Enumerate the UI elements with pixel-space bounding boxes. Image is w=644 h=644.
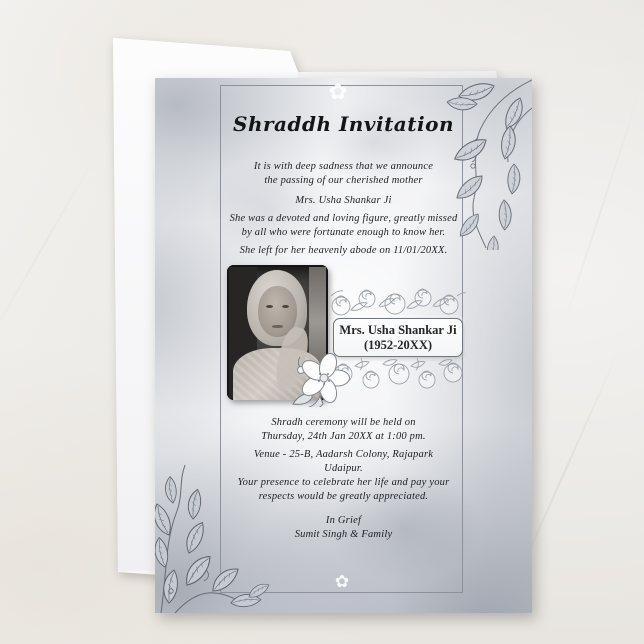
request-line: Your presence to celebrate her life and pay your xyxy=(237,477,450,488)
request-line: respects would be greatly appreciated. xyxy=(258,491,429,502)
name-plate xyxy=(333,318,463,357)
ceremony-line: Shradh ceremony will be held on xyxy=(271,417,416,428)
ceremony-line: Thursday, 24th Jan 20XX at 1:00 pm. xyxy=(261,431,426,442)
mother-name: Mrs. Usha Shankar Ji xyxy=(295,195,392,206)
invitation-card xyxy=(155,78,532,613)
venue-line: Venue - 25-B, Aadarsh Colony, Rajapark xyxy=(253,449,434,460)
departure-line: She left for her heavenly abode on 11/01/20XX. xyxy=(239,245,448,256)
card-title: Shraddh Invitation xyxy=(233,112,454,136)
venue-line: Udaipur. xyxy=(324,463,363,474)
name-plate-name: Mrs. Usha Shankar Ji xyxy=(339,322,457,337)
damask-flower-icon: ✿ xyxy=(328,80,348,105)
name-plate-years: (1952-20XX) xyxy=(363,337,433,352)
announcement-line: It is with deep sadness that we announce xyxy=(253,161,434,172)
closing-line: In Grief xyxy=(325,515,362,526)
tribute-line: by all who were fortunate enough to know her. xyxy=(241,227,446,238)
closing-line: Sumit Singh & Family xyxy=(294,529,393,540)
white-flower-icon xyxy=(290,353,352,407)
announcement-line: the passing of our cherished mother xyxy=(264,175,423,186)
tribute-line: She was a devoted and loving figure, greatly missed xyxy=(229,213,458,224)
damask-flower-icon: ✿ xyxy=(334,572,350,592)
